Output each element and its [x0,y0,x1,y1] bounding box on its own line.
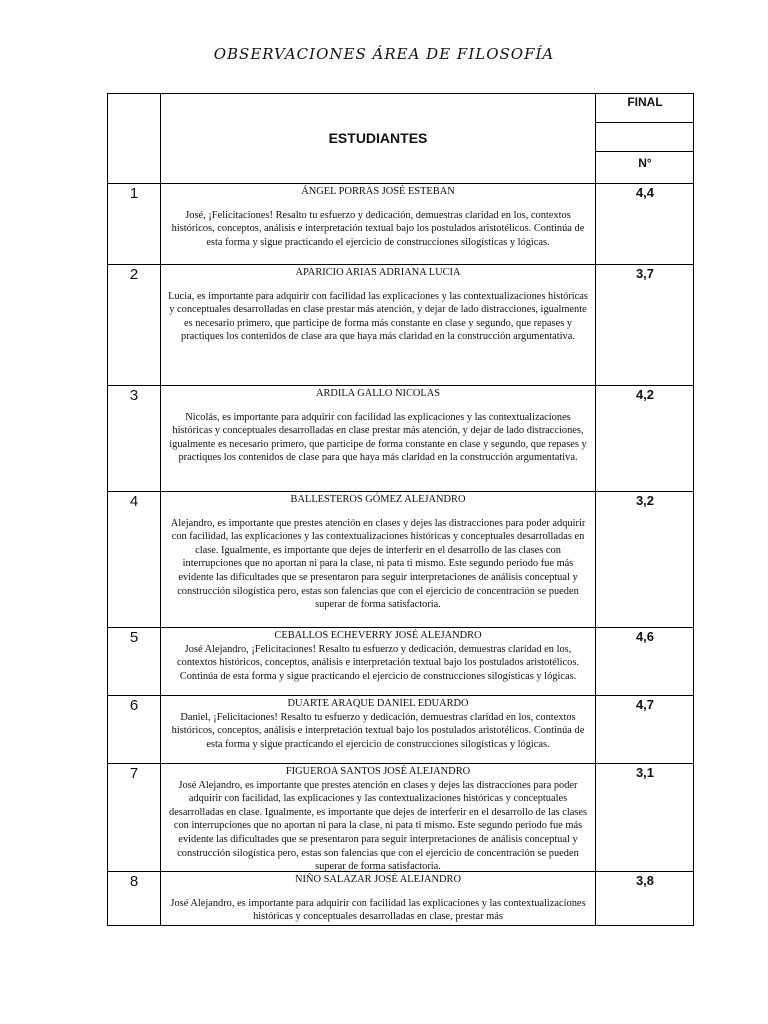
student-entry [165,765,591,874]
number-header: N° [638,156,652,170]
row-divider [108,763,693,764]
final-grade: 4,2 [635,387,655,402]
student-name: NIÑO SALAZAR JOSÉ ALEJANDRO [295,874,461,885]
student-comment: Alejandro, es importante que prestes atención en clases y dejes las distracciones para poder adquirir con facilidad, las explicaciones y las contextualizaciones históricas y conceptuales desarrolladas en clase. Igualmente, es importante que dejes de interferir en el desarrollo de las clases con interrupciones que no aportan ni para la clase, ni pata ti mismo. Este segundo periodo fue más evidente las dificultades que se presentaron para seguir interpretaciones de análisis conceptual y construcción silogística pero, estas son falencias que con el ejercicio de concentración se pueden superar de forma satisfactoria. [170,517,586,611]
student-name: DUARTE ARAQUE DANIEL EDUARDO [287,698,469,709]
row-number: 2 [129,266,139,283]
student-comment: Nicolás, es importante para adquirir con facilidad las explicaciones y las contextualizaciones históricas y conceptuales desarrolladas en clase prestar más atención, y dejar de lado distracciones, igualmente es necesario primero, que participe de forma constante en clase y segundo, que repases y practiques los contenidos de clase para que haya más claridad en la construcción argumentativa. [169,411,587,464]
student-entry [165,697,591,751]
student-comment: Daniel, ¡Felicitaciones! Resalto tu esfuerzo y dedicación, demuestras claridad en los, contextos históricos, conceptos, análisis e interpretación textual bajo los postulados aristotélicos. Continúa de esta forma y sigue practicando el ejercicio de construcciones silogísticas y lógicas. [171,711,585,750]
row-number: 4 [129,493,139,510]
observations-table [107,93,694,926]
student-comment: José Alejandro, ¡Felicitaciones! Resalto tu esfuerzo y dedicación, demuestras claridad en los, contextos históricos, conceptos, análisis e interpretación textual bajo los postulados aristotélicos. Continúa de esta forma y sigue practicando el ejercicio de construcciones silogísticas y lógicas. [177,643,579,682]
final-grade: 4,7 [635,697,655,712]
student-comment: José, ¡Felicitaciones! Resalto tu esfuerzo y dedicación, demuestras claridad en los, contextos históricos, conceptos, análisis e interpretación textual bajo los postulados aristotélicos. Continúa de esta forma y sigue practicando el ejercicio de construcciones silogísticas y lógicas. [171,209,585,248]
final-grade: 4,4 [635,185,655,200]
student-entry [165,387,591,465]
student-entry [165,493,591,612]
page-title: OBSERVACIONES ÁREA DE FILOSOFÍA [213,45,555,63]
final-grade: 3,1 [635,765,655,780]
row-number: 3 [129,387,139,404]
row-number: 5 [129,629,139,646]
row-divider [108,695,693,696]
student-name: CEBALLOS ECHEVERRY JOSÉ ALEJANDRO [274,630,482,641]
column-divider [595,94,596,925]
student-entry [165,185,591,249]
row-divider [108,627,693,628]
row-divider [108,264,693,265]
final-grade: 3,7 [635,266,655,281]
student-comment: José Alejandro, es importante que prestes atención en clases y dejes las distracciones para poder adquirir con facilidad, las explicaciones y las contextualizaciones históricas y conceptuales desarrolladas en clase. Igualmente, es importante que dejes de interferir en el desarrollo de las clases con interrupciones que no aportan ni para la clase, ni pata ti mismo. Este segundo periodo fue más evidente las dificultades que se presentaron para seguir interpretaciones de análisis conceptual y construcción silogística pero, estas son falencias que con el ejercicio de concentración se pueden superar de forma satisfactoria. [168,779,588,873]
row-divider [108,183,693,184]
column-divider [160,94,161,925]
final-grade: 3,2 [635,493,655,508]
header-divider [595,151,693,152]
row-divider [108,385,693,386]
student-name: APARICIO ARIAS ADRIANA LUCIA [295,267,461,278]
row-number: 6 [129,697,139,714]
row-divider [108,491,693,492]
student-name: ARDILA GALLO NICOLAS [315,388,441,399]
student-entry [165,629,591,683]
row-number: 8 [129,873,139,890]
student-name: BALLESTEROS GÓMEZ ALEJANDRO [290,494,466,505]
final-grade: 3,8 [635,873,655,888]
header-divider [595,122,693,123]
final-grade: 4,6 [635,629,655,644]
student-entry [165,266,591,344]
row-number: 7 [129,765,139,782]
students-header: ESTUDIANTES [328,130,428,146]
final-header: FINAL [627,95,663,109]
student-name: ÁNGEL PORRAS JOSÉ ESTEBAN [301,186,455,197]
student-entry [165,873,591,924]
student-comment: Lucia, es importante para adquirir con facilidad las explicaciones y las contextualizaciones históricas y conceptuales desarrolladas en clase prestar más atención, y dejar de lado distracciones, igualmente es necesario primero, que participe de forma más constante en clase y segundo, que repases y practiques los contenidos de clase ara que haya más claridad en la construcción argumentativa. [168,290,588,343]
student-name: FIGUEROA SANTOS JOSÉ ALEJANDRO [285,766,471,777]
student-comment: José Alejandro, es importante para adquirir con facilidad las explicaciones y las contextualizaciones históricas y conceptuales desarrolladas en clase, prestar más [170,897,586,923]
row-number: 1 [129,185,139,202]
